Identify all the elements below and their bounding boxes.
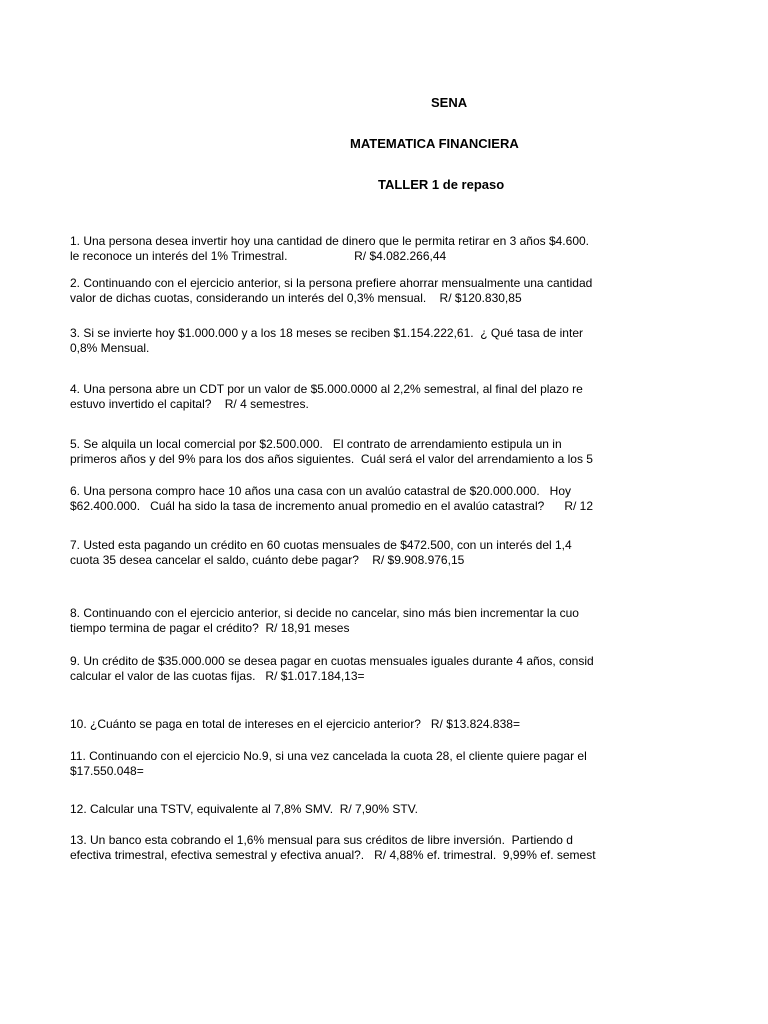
exercise-line: 7. Usted esta pagando un crédito en 60 cuotas mensuales de $472.500, con un interés del 1,4 (70, 538, 572, 552)
institution-title: SENA (431, 95, 468, 110)
exercise-line: valor de dichas cuotas, considerando un interés del 0,3% mensual. R/ $120.830,85 (70, 291, 522, 305)
exercise-2 (70, 276, 620, 306)
exercise-8 (70, 606, 620, 636)
exercise-9 (70, 654, 620, 684)
exercise-3 (70, 326, 620, 356)
exercise-line: 0,8% Mensual. (70, 341, 150, 355)
exercise-line: primeros años y del 9% para los dos años siguientes. Cuál será el valor del arrendamiento a los 5 (70, 452, 593, 466)
exercise-line: efectiva trimestral, efectiva semestral y efectiva anual?. R/ 4,88% ef. trimestral. 9,99% ef. semest (70, 848, 596, 862)
exercise-6 (70, 484, 620, 514)
exercise-5 (70, 437, 620, 467)
exercise-10 (70, 717, 620, 732)
exercise-11 (70, 749, 620, 779)
exercise-line: 10. ¿Cuánto se paga en total de intereses en el ejercicio anterior? R/ $13.824.838= (70, 717, 520, 731)
exercise-line: 11. Continuando con el ejercicio No.9, si una vez cancelada la cuota 28, el cliente quiere pagar el (70, 749, 587, 763)
exercise-line: $62.400.000. Cuál ha sido la tasa de incremento anual promedio en el avalúo catastral? R/ 12 (70, 499, 593, 513)
exercise-7 (70, 538, 620, 568)
exercise-line: 8. Continuando con el ejercicio anterior, si decide no cancelar, sino más bien incrementar la cuo (70, 606, 579, 620)
exercise-line: 13. Un banco esta cobrando el 1,6% mensual para sus créditos de libre inversión. Partiendo d (70, 833, 573, 847)
exercise-1 (70, 234, 620, 264)
exercise-13 (70, 833, 620, 863)
exercise-line: 6. Una persona compro hace 10 años una casa con un avalúo catastral de $20.000.000. Hoy (70, 484, 571, 498)
exercise-line: 5. Se alquila un local comercial por $2.500.000. El contrato de arrendamiento estipula un in (70, 437, 562, 451)
exercise-line: estuvo invertido el capital? R/ 4 semestres. (70, 397, 309, 411)
exercise-line: le reconoce un interés del 1% Trimestral. R/ $4.082.266,44 (70, 249, 447, 263)
exercise-line: tiempo termina de pagar el crédito? R/ 18,91 meses (70, 621, 350, 635)
exercise-line: 4. Una persona abre un CDT por un valor de $5.000.0000 al 2,2% semestral, al final del plazo re (70, 382, 583, 396)
exercise-4 (70, 382, 620, 412)
exercise-line: 1. Una persona desea invertir hoy una cantidad de dinero que le permita retirar en 3 años $4.600. (70, 234, 589, 248)
exercise-line: 9. Un crédito de $35.000.000 se desea pagar en cuotas mensuales iguales durante 4 años, consid (70, 654, 594, 668)
exercise-line: 3. Si se invierte hoy $1.000.000 y a los 18 meses se reciben $1.154.222,61. ¿ Qué tasa de inter (70, 326, 583, 340)
exercise-line: $17.550.048= (70, 764, 144, 778)
exercise-line: calcular el valor de las cuotas fijas. R/ $1.017.184,13= (70, 669, 365, 683)
exercise-line: 2. Continuando con el ejercicio anterior, si la persona prefiere ahorrar mensualmente una cantidad (70, 276, 593, 290)
workshop-title: TALLER 1 de repaso (378, 177, 505, 192)
exercise-12 (70, 802, 620, 817)
exercise-line: 12. Calcular una TSTV, equivalente al 7,8% SMV. R/ 7,90% STV. (70, 802, 418, 816)
exercise-line: cuota 35 desea cancelar el saldo, cuánto debe pagar? R/ $9.908.976,15 (70, 553, 465, 567)
subject-title: MATEMATICA FINANCIERA (350, 136, 519, 151)
